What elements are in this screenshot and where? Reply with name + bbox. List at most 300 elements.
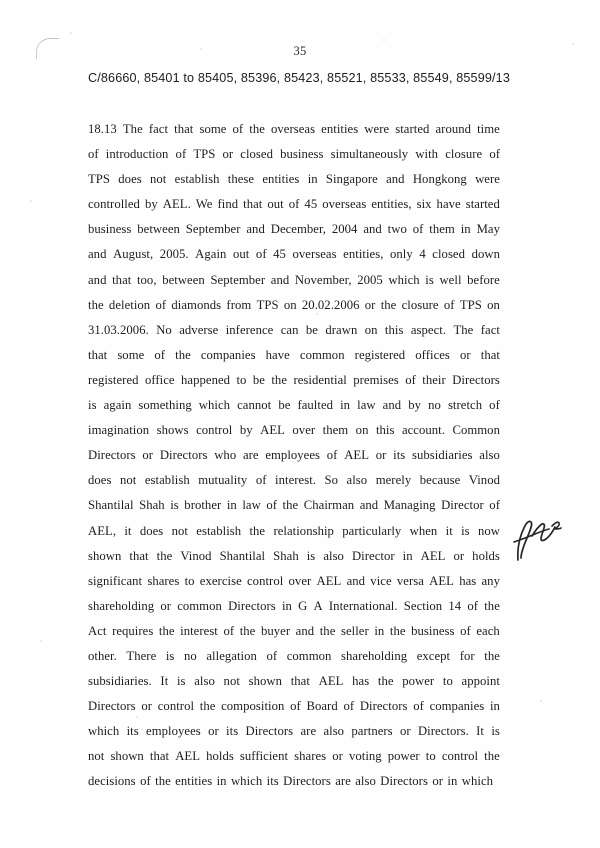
word: not — [119, 473, 137, 488]
word: offices — [415, 347, 450, 362]
word: November, — [294, 272, 352, 287]
word: the — [249, 523, 266, 538]
word: the — [389, 623, 406, 638]
word: Directors — [228, 598, 276, 613]
word: brother — [184, 498, 222, 513]
word: or — [222, 147, 234, 162]
word: 2005. — [159, 247, 189, 262]
word: are — [300, 724, 317, 739]
word: this — [384, 322, 404, 337]
word: or — [141, 699, 153, 714]
paragraph-line — [88, 569, 500, 594]
word: subsidiaries. — [88, 674, 152, 689]
word: is — [170, 498, 179, 513]
word: be — [252, 372, 265, 387]
paragraph-line — [88, 318, 500, 343]
word: also — [323, 724, 345, 739]
word: Board — [306, 699, 338, 714]
word: of — [443, 297, 455, 312]
word: establish — [144, 473, 190, 488]
word: Directors — [245, 724, 294, 739]
word: between — [137, 222, 180, 237]
word: that — [149, 749, 170, 764]
word: closed — [240, 147, 273, 162]
word: mutuality — [198, 473, 248, 488]
word: which — [230, 774, 263, 789]
word: to — [184, 573, 195, 588]
word: holds — [206, 749, 234, 764]
word: closure — [401, 297, 439, 312]
paragraph-line — [88, 393, 500, 418]
scan-speck — [30, 200, 32, 202]
word: 45 — [304, 197, 318, 212]
word: be — [305, 322, 318, 337]
word: TPS — [256, 297, 279, 312]
word: vice — [370, 573, 392, 588]
word: of — [343, 699, 355, 714]
word: their — [422, 372, 446, 387]
word: the — [484, 598, 500, 613]
word: registered — [354, 347, 406, 362]
word: has — [459, 573, 477, 588]
word: common — [299, 347, 345, 362]
word: were — [364, 122, 390, 136]
word: 4 — [419, 247, 426, 262]
word: 18.13 — [88, 122, 117, 136]
word: relationship — [273, 523, 334, 538]
word: The — [122, 122, 143, 136]
word: Director — [351, 548, 395, 563]
word: Directors. — [417, 724, 469, 739]
word: shareholding — [88, 598, 155, 613]
word: of — [489, 398, 500, 413]
word: is — [425, 272, 434, 287]
word: voting — [348, 749, 382, 764]
word: deletion — [108, 297, 151, 312]
word: them — [429, 222, 455, 237]
word: versa — [396, 573, 424, 588]
word: in — [374, 623, 385, 638]
paragraph-line — [88, 293, 500, 318]
word: power — [402, 674, 435, 689]
word: to — [442, 674, 453, 689]
word: 31.03.2006. — [88, 322, 149, 337]
word: that — [243, 197, 263, 212]
word: establish — [196, 523, 242, 538]
word: down — [471, 247, 500, 262]
word: shown — [88, 548, 122, 563]
word: the — [380, 297, 397, 312]
word: is — [491, 724, 500, 739]
word: G — [298, 598, 308, 613]
word: for — [459, 648, 475, 663]
word: May — [476, 222, 500, 237]
word: Shah — [273, 548, 299, 563]
word: which — [88, 724, 120, 739]
word: introduction — [105, 147, 169, 162]
word: holds — [472, 548, 500, 563]
word: of — [460, 623, 471, 638]
word: that — [88, 347, 108, 362]
word: entities, — [371, 197, 412, 212]
word: companies — [200, 347, 256, 362]
page-number: 35 — [293, 44, 307, 58]
word: the — [156, 548, 173, 563]
word: are — [242, 448, 259, 463]
paragraph-line — [88, 418, 500, 443]
word: control — [441, 749, 479, 764]
word: overseas — [292, 247, 337, 262]
word: of — [155, 297, 167, 312]
word: on — [487, 297, 500, 312]
word: residential — [293, 372, 347, 387]
word: the — [249, 122, 265, 136]
word: Shah — [139, 498, 165, 513]
word: establish — [174, 172, 220, 187]
word: shows — [156, 423, 189, 438]
word: also — [479, 448, 500, 463]
word: too, — [136, 272, 157, 287]
word: or — [460, 347, 471, 362]
word: AEL — [316, 573, 342, 588]
word: also — [355, 774, 376, 789]
word: in — [307, 172, 318, 187]
paragraph-line — [88, 694, 500, 719]
word: the — [239, 623, 256, 638]
word: except — [416, 648, 451, 663]
paragraph-line — [88, 769, 500, 794]
word: in — [402, 548, 413, 563]
word: office — [144, 372, 175, 387]
word: of — [467, 598, 479, 613]
word: Directors — [452, 372, 500, 387]
word: Directors — [359, 699, 408, 714]
word: by — [239, 423, 253, 438]
word: Chairman — [303, 498, 355, 513]
word: power — [387, 749, 420, 764]
word: who — [214, 448, 237, 463]
word: over — [292, 423, 316, 438]
word: is — [306, 548, 316, 563]
word: employees — [146, 724, 201, 739]
word: of — [223, 623, 235, 638]
word: interest — [180, 623, 218, 638]
word: that — [112, 272, 132, 287]
word: of — [405, 372, 416, 387]
word: the — [175, 347, 191, 362]
word: simultaneously — [330, 147, 409, 162]
paragraph-line — [88, 368, 500, 393]
word: composition — [221, 699, 285, 714]
word: can — [280, 322, 299, 337]
paragraph-line — [88, 217, 500, 242]
word: be — [278, 398, 291, 413]
word: of — [88, 147, 99, 162]
word: Again — [195, 247, 227, 262]
word: or — [160, 598, 171, 613]
paragraph-line — [88, 167, 500, 192]
word: does — [118, 172, 142, 187]
word: of — [489, 498, 500, 513]
word: is — [461, 523, 470, 538]
word: Shantilal — [219, 548, 266, 563]
scan-speck — [40, 640, 42, 642]
word: particularly — [342, 523, 402, 538]
word: with — [415, 147, 439, 162]
word: sufficient — [239, 749, 289, 764]
paragraph-line — [88, 544, 500, 569]
word: in — [340, 398, 351, 413]
word: have — [265, 347, 290, 362]
word: it — [124, 523, 132, 538]
paragraph-line — [88, 142, 500, 167]
word: of — [266, 498, 278, 513]
word: 14 — [448, 598, 462, 613]
word: cannot — [237, 398, 272, 413]
word: of — [326, 448, 338, 463]
word: other. — [88, 648, 117, 663]
word: overseas — [271, 122, 316, 136]
word: by — [408, 398, 422, 413]
paragraph-line — [88, 468, 500, 493]
word: law — [242, 498, 261, 513]
word: its — [393, 448, 406, 463]
word: overseas — [322, 197, 367, 212]
word: out — [267, 197, 284, 212]
word: are — [335, 774, 351, 789]
word: them — [322, 423, 349, 438]
scan-speck — [383, 39, 385, 41]
word: now — [477, 523, 500, 538]
word: when — [409, 523, 438, 538]
case-number-header: C/86660, 85401 to 85405, 85396, 85423, 85521, 85533, 85549, 85599/13 — [88, 71, 510, 85]
word: 2005 — [357, 272, 383, 287]
word: requires — [112, 623, 154, 638]
word: of — [412, 222, 424, 237]
word: of — [288, 197, 300, 212]
word: partners — [351, 724, 393, 739]
word: law — [357, 398, 376, 413]
word: stretch — [447, 398, 483, 413]
word: allegation — [206, 648, 257, 663]
word: 2004 — [331, 222, 358, 237]
word: in — [226, 498, 237, 513]
word: not — [223, 674, 240, 689]
word: again — [103, 398, 132, 413]
word: of — [290, 699, 301, 714]
word: TPS — [193, 147, 216, 162]
word: Hongkong — [412, 172, 467, 187]
paragraph-line — [88, 493, 500, 518]
word: shown — [248, 674, 282, 689]
word: between — [162, 272, 205, 287]
word: diamonds — [171, 297, 222, 312]
word: to — [425, 749, 436, 764]
word: closure — [445, 147, 483, 162]
word: account. — [401, 423, 445, 438]
word: in — [460, 222, 471, 237]
word: this — [375, 423, 395, 438]
word: the — [88, 297, 104, 312]
paragraph-line — [88, 669, 500, 694]
word: adverse — [179, 322, 219, 337]
word: registered — [88, 372, 139, 387]
word: it — [445, 523, 453, 538]
word: started — [395, 122, 430, 136]
body-paragraph — [88, 117, 500, 795]
word: that — [129, 548, 149, 563]
word: some — [199, 122, 227, 136]
word: entities, — [343, 247, 384, 262]
paragraph-line — [88, 644, 500, 669]
word: aspect. — [410, 322, 447, 337]
word: business — [88, 222, 132, 237]
word: find — [217, 197, 239, 212]
word: or — [364, 297, 376, 312]
word: or — [142, 448, 154, 463]
word: September — [210, 272, 266, 287]
word: the — [282, 498, 299, 513]
word: does — [139, 523, 164, 538]
word: or — [332, 749, 343, 764]
word: shares — [294, 749, 327, 764]
word: before — [467, 272, 500, 287]
word: shown — [110, 749, 144, 764]
word: common — [286, 648, 332, 663]
word: the — [377, 674, 394, 689]
word: 45 — [273, 247, 286, 262]
word: to — [236, 372, 247, 387]
word: started — [465, 197, 500, 212]
word: imagination — [88, 423, 150, 438]
word: AEL — [429, 573, 454, 588]
word: only — [390, 247, 413, 262]
paragraph-line — [88, 268, 500, 293]
word: or — [399, 724, 411, 739]
word: and — [270, 272, 290, 287]
word: of — [154, 347, 166, 362]
word: and — [382, 398, 402, 413]
word: Shantilal — [88, 498, 134, 513]
word: appoint — [461, 674, 500, 689]
word: from — [226, 297, 252, 312]
word: premises — [353, 372, 399, 387]
word: shares — [147, 573, 180, 588]
word: some — [117, 347, 145, 362]
word: A — [313, 598, 323, 613]
word: companies — [429, 699, 485, 714]
word: and — [295, 623, 315, 638]
word: control — [157, 699, 195, 714]
word: AEL, — [88, 523, 117, 538]
word: employees — [265, 448, 321, 463]
paragraph-line — [88, 117, 500, 142]
word: AEL — [175, 749, 201, 764]
word: We — [195, 197, 213, 212]
word: is — [176, 674, 186, 689]
word: of — [175, 147, 187, 162]
word: controlled — [88, 197, 140, 212]
word: is — [88, 398, 97, 413]
word: 20.02.2006 — [301, 297, 360, 312]
word: out — [232, 247, 250, 262]
word: AEL — [344, 448, 370, 463]
word: and — [246, 222, 265, 237]
word: inference — [225, 322, 274, 337]
word: or — [453, 548, 465, 563]
word: Singapore — [325, 172, 378, 187]
word: Directors — [380, 774, 428, 789]
word: entities — [262, 172, 300, 187]
handwritten-signature-icon — [508, 512, 566, 566]
word: also — [346, 473, 368, 488]
word: does — [88, 473, 112, 488]
word: and — [88, 272, 107, 287]
word: each — [476, 623, 500, 638]
word: because — [419, 473, 461, 488]
word: something — [138, 398, 192, 413]
word: the — [158, 623, 175, 638]
word: six — [416, 197, 432, 212]
word: which — [198, 398, 231, 413]
word: fact — [480, 322, 500, 337]
word: entities — [321, 122, 359, 136]
word: that — [290, 674, 310, 689]
word: around — [435, 122, 472, 136]
word: Section — [403, 598, 443, 613]
word: decisions — [88, 774, 136, 789]
paragraph-line — [88, 242, 500, 267]
word: or — [375, 448, 387, 463]
scan-speck — [540, 700, 542, 702]
paragraph-line — [88, 619, 500, 644]
word: Directors — [88, 699, 136, 714]
word: of — [255, 247, 267, 262]
word: of — [266, 648, 278, 663]
word: Directors — [283, 774, 331, 789]
word: that — [174, 122, 194, 136]
word: The — [453, 322, 474, 337]
word: not — [171, 523, 188, 538]
word: well — [439, 272, 462, 287]
word: significant — [88, 573, 143, 588]
word: seller — [340, 623, 369, 638]
paragraph-line — [88, 192, 500, 217]
word: is — [165, 648, 175, 663]
word: the — [155, 774, 171, 789]
word: AEL — [318, 674, 344, 689]
word: Act — [88, 623, 107, 638]
word: shareholding — [341, 648, 408, 663]
word: buyer — [260, 623, 291, 638]
word: its — [266, 774, 279, 789]
word: TPS — [459, 297, 482, 312]
word: control — [196, 423, 233, 438]
word: in — [281, 598, 292, 613]
word: the — [199, 699, 216, 714]
word: drawn — [325, 322, 358, 337]
word: subsidiaries — [412, 448, 473, 463]
word: these — [227, 172, 255, 187]
word: in — [216, 774, 227, 789]
word: AEL. — [162, 197, 191, 212]
word: in — [489, 699, 500, 714]
word: the — [484, 648, 500, 663]
word: or — [432, 774, 444, 789]
word: and — [363, 222, 382, 237]
word: not — [88, 749, 105, 764]
word: no — [183, 648, 197, 663]
